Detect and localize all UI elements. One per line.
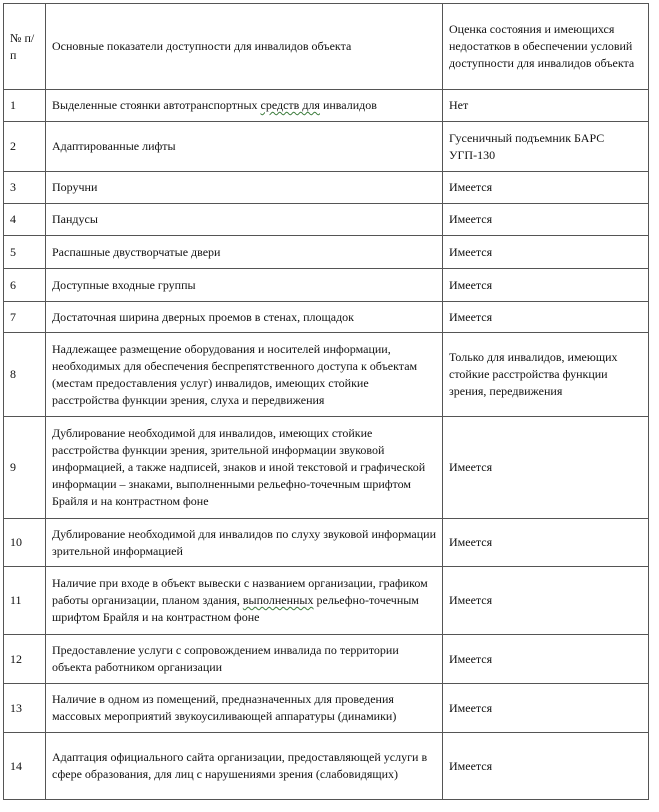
table-row (4, 122, 649, 172)
row-indicator: Пандусы (46, 204, 443, 236)
row-num: 11 (4, 567, 46, 635)
row-indicator: Предоставление услуги с сопровождением инвалида по территории объекта работником организации (46, 635, 443, 684)
row-num: 1 (4, 90, 46, 122)
table-row (4, 302, 649, 333)
row-num: 4 (4, 204, 46, 236)
spellcheck-marked-text: средств для (260, 98, 320, 112)
row-assessment: Нет (443, 90, 649, 122)
table-row (4, 204, 649, 236)
row-indicator: Распашные двустворчатые двери (46, 236, 443, 269)
row-num: 3 (4, 172, 46, 204)
row-assessment: Имеется (443, 635, 649, 684)
row-indicator: Поручни (46, 172, 443, 204)
row-assessment: Имеется (443, 684, 649, 733)
row-assessment: Имеется (443, 236, 649, 269)
header-num: № п/п (4, 4, 46, 90)
row-num: 2 (4, 122, 46, 172)
row-num: 13 (4, 684, 46, 733)
row-indicator: Доступные входные группы (46, 269, 443, 302)
row-assessment: Имеется (443, 204, 649, 236)
row-num: 6 (4, 269, 46, 302)
table-row (4, 172, 649, 204)
accessibility-table (3, 3, 649, 800)
row-indicator: Наличие в одном из помещений, предназначенных для проведения массовых мероприятий звукоусиливающей аппаратуры (динамики) (46, 684, 443, 733)
table-row (4, 635, 649, 684)
row-indicator: Адаптация официального сайта организации, предоставляющей услуги в сфере образования, для лиц с нарушениями зрения (слабовидящих) (46, 733, 443, 800)
row-assessment: Гусеничный подъемник БАРС УГП-130 (443, 122, 649, 172)
row-assessment: Имеется (443, 733, 649, 800)
row-indicator-text: рельефно-точечным шрифтом Брайля и на контрастном фоне (52, 593, 419, 624)
table-row (4, 333, 649, 417)
row-indicator (46, 90, 443, 122)
row-assessment: Только для инвалидов, имеющих стойкие расстройства функции зрения, передвижения (443, 333, 649, 417)
spellcheck-marked-text: выполненных (242, 593, 314, 607)
row-indicator: Дублирование необходимой для инвалидов по слуху звуковой информации зрительной информацией (46, 519, 443, 567)
table-row (4, 90, 649, 122)
row-assessment: Имеется (443, 302, 649, 333)
row-indicator: Адаптированные лифты (46, 122, 443, 172)
table-row (4, 269, 649, 302)
row-num: 5 (4, 236, 46, 269)
table-row (4, 236, 649, 269)
row-assessment: Имеется (443, 417, 649, 519)
header-assessment: Оценка состояния и имеющихся недостатков в обеспечении условий доступности для инвалидов объекта (443, 4, 649, 90)
row-num: 10 (4, 519, 46, 567)
row-indicator-text: Выделенные стоянки автотранспортных (52, 98, 261, 112)
table-row (4, 684, 649, 733)
row-num: 9 (4, 417, 46, 519)
row-indicator-text: Наличие при входе в объект вывески с названием организации, графиком работы организации, планом здания, (52, 576, 428, 607)
row-num: 12 (4, 635, 46, 684)
row-indicator: Дублирование необходимой для инвалидов, имеющих стойкие расстройства функции зрения, зрительной информации звуковой информацией, а также надписей, знаков и иной текстовой и графической информации – знаками, выполненными рельефно-точечным шрифтом Брайля и на контрастном фоне (46, 417, 443, 519)
row-indicator: Достаточная ширина дверных проемов в стенах, площадок (46, 302, 443, 333)
table-row (4, 567, 649, 635)
table-row (4, 519, 649, 567)
row-assessment: Имеется (443, 269, 649, 302)
row-indicator: Надлежащее размещение оборудования и носителей информации, необходимых для обеспечения беспрепятственного доступа к объектам (местам предоставления услуг) инвалидов, имеющих стойкие расстройства функции зрения, слуха и передвижения (46, 333, 443, 417)
header-indicator: Основные показатели доступности для инвалидов объекта (46, 4, 443, 90)
table-header-row (4, 4, 649, 90)
table-row (4, 417, 649, 519)
row-assessment: Имеется (443, 567, 649, 635)
row-assessment: Имеется (443, 519, 649, 567)
table-row (4, 733, 649, 800)
row-indicator-text: инвалидов (319, 98, 377, 112)
row-num: 8 (4, 333, 46, 417)
row-indicator (46, 567, 443, 635)
row-num: 14 (4, 733, 46, 800)
row-num: 7 (4, 302, 46, 333)
row-assessment: Имеется (443, 172, 649, 204)
